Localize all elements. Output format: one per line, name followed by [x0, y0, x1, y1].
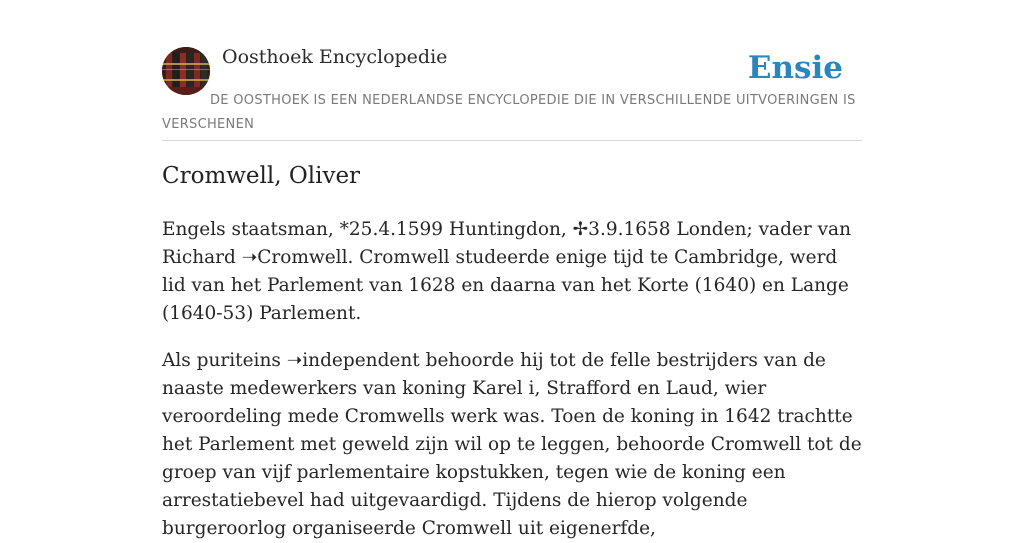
brand-logo[interactable]: Ensie	[747, 50, 843, 86]
site-title[interactable]: Oosthoek Encyclopedie	[222, 46, 448, 68]
article-title: Cromwell, Oliver	[162, 163, 361, 189]
encyclopedia-books-icon[interactable]	[162, 47, 210, 95]
article-paragraph: Als puriteins ➝independent behoorde hij tot de felle bestrijders van de naaste medewerkers van koning Karel i, Strafford en Laud, wier veroordeling mede Cromwells werk was. Toen de koning in 1642 trachtte het Parlement met geweld zijn wil op te leggen, behoorde Cromwell tot de groep van vijf parlementaire kopstukken, tegen wie de koning een arrestatiebevel had uitgevaardigd. Tijdens de hierop volgende burgeroorlog organiseerde Cromwell uit eigenerfde,	[162, 350, 862, 539]
page	[162, 0, 862, 539]
article-paragraph: Engels staatsman, *25.4.1599 Huntingdon, ✢3.9.1658 Londen; vader van Richard ➝Cromwell. Cromwell studeerde enige tijd te Cambridge, werd lid van het Parlement van 1628 en daarna van het Korte (1640) en Lange (1640-53) Parlement.	[162, 219, 851, 324]
site-description: DE OOSTHOEK IS EEN NEDERLANDSE ENCYCLOPEDIE DIE IN VERSCHILLENDE UITVOERINGEN IS VERSCHENEN	[162, 93, 856, 132]
site-header	[162, 0, 862, 141]
